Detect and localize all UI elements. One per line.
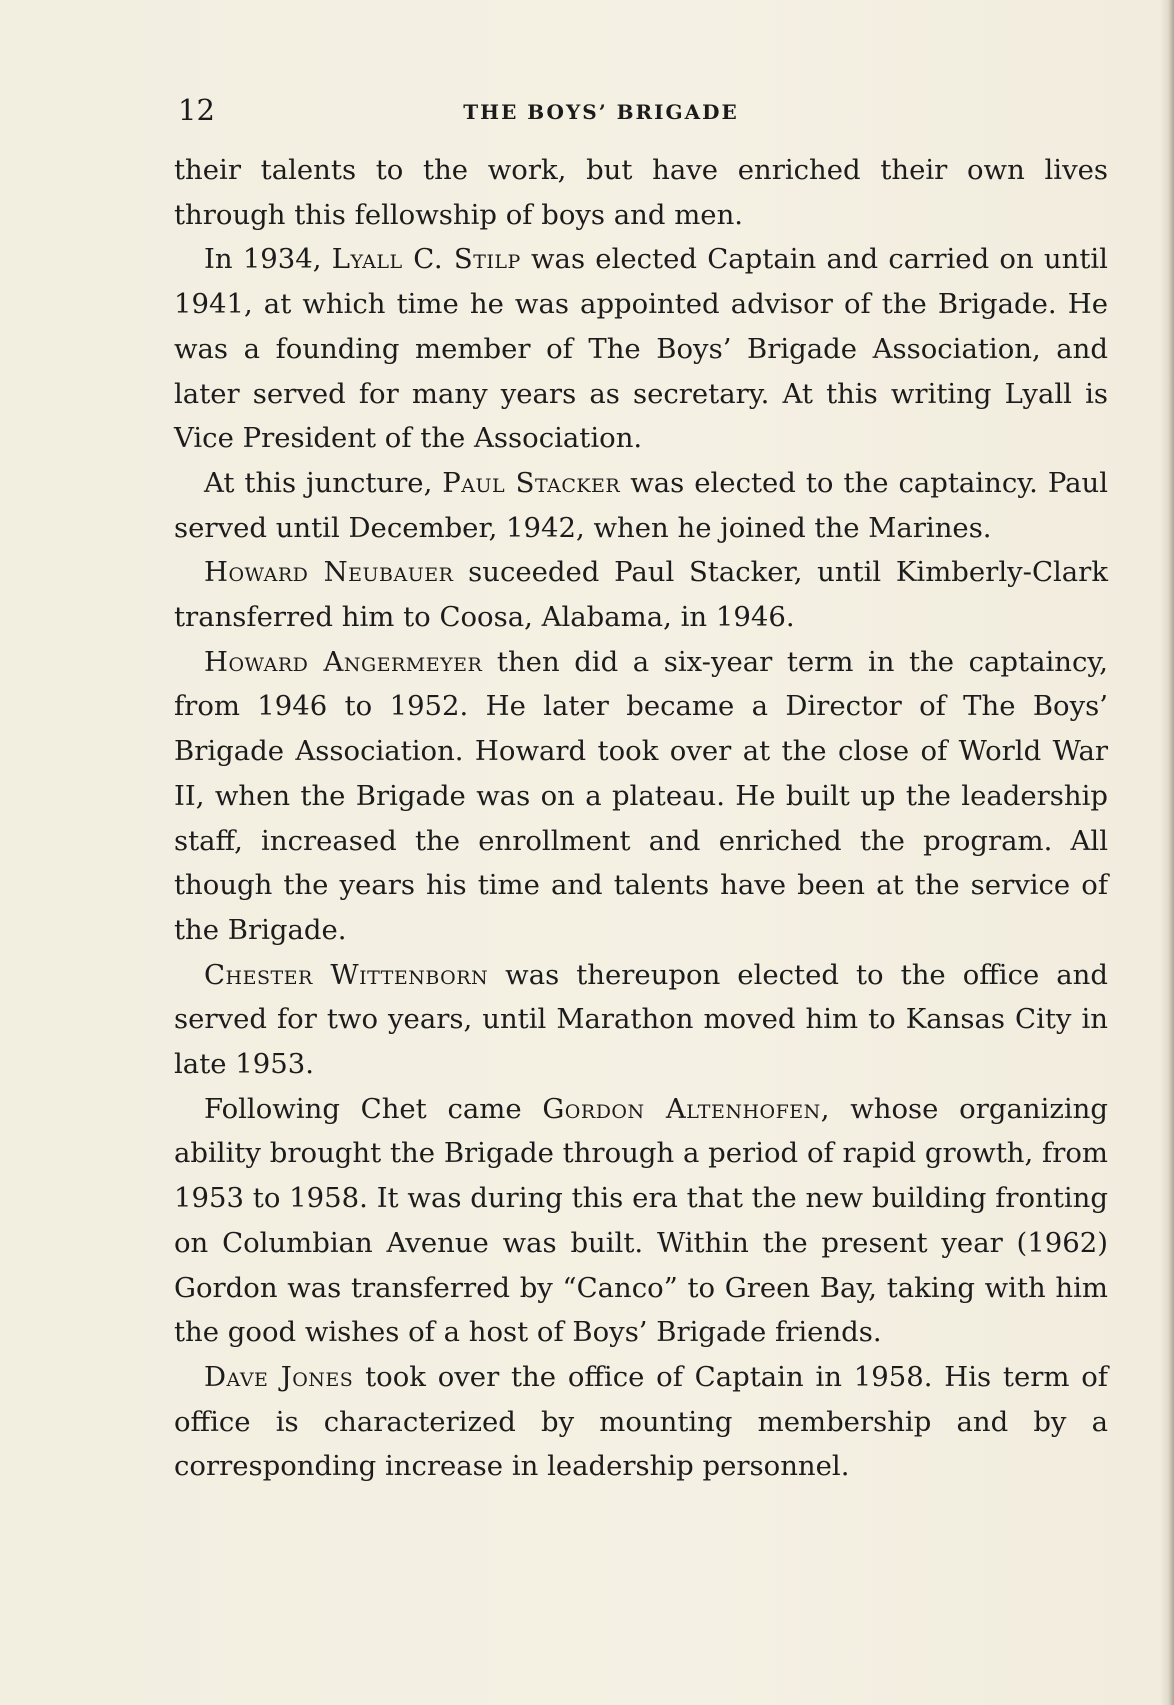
person-name: Howard Angermeyer bbox=[204, 645, 483, 678]
paragraph-text: was thereupon elected to the office and served for two years, until Marathon moved him to Kansas City in late 1953. bbox=[174, 958, 1108, 1081]
paragraph-text: then did a six-year term in the captaincy, from 1946 to 1952. He later became a Director of The Boys’ Brigade Association. Howard took over at the close of World War II, when the Brigade was on a plateau. He built up the leadership staff, increased the enrollment and enriched the program. All though the years his time and talents have been at the service of the Brigade. bbox=[174, 645, 1108, 946]
person-name: Dave Jones bbox=[204, 1360, 354, 1393]
person-name: Paul Stacker bbox=[442, 466, 621, 499]
paragraph bbox=[174, 1355, 1108, 1489]
paragraph-text: , whose organizing ability brought the Brigade through a period of rapid growth, from 1953 to 1958. It was during this era that the new building fronting on Columbian Avenue was built. Within the present year (1962) Gordon was transferred by “Canco” to Green Bay, taking with him the good wishes of a host of Boys’ Brigade friends. bbox=[174, 1092, 1108, 1349]
paragraph bbox=[174, 640, 1108, 953]
paragraph-lead-in: At this juncture, bbox=[204, 466, 443, 499]
page-edge-shadow bbox=[1160, 0, 1174, 1705]
paragraph bbox=[174, 461, 1108, 550]
paragraph-lead-in: In 1934, bbox=[204, 243, 332, 276]
person-name: Howard Neubauer bbox=[204, 556, 454, 589]
body-text bbox=[174, 148, 1108, 1489]
page-number: 12 bbox=[178, 93, 215, 127]
person-name: Gordon Altenhofen bbox=[542, 1092, 821, 1125]
paragraph-text: was elected Captain and carried on until 1941, at which time he was appointed advisor of the Brigade. He was a founding member of The Boys’ Brigade Association, and later served for many years as secretary. At this writing Lyall is Vice President of the Association. bbox=[174, 243, 1108, 455]
paragraph bbox=[174, 1087, 1108, 1355]
paragraph bbox=[174, 148, 1108, 237]
person-name: Chester Wittenborn bbox=[204, 958, 489, 991]
paragraph-lead-in: Following Chet came bbox=[204, 1092, 543, 1125]
paragraph-text: suceeded Paul Stacker, until Kimberly-Clark transferred him to Coosa, Alabama, in 1946. bbox=[174, 556, 1108, 634]
paragraph bbox=[174, 550, 1108, 639]
paragraph-text: was elected to the captaincy. Paul served until December, 1942, when he joined the Marines. bbox=[174, 466, 1108, 544]
paragraph-text: their talents to the work, but have enriched their own lives through this fellowship of boys and men. bbox=[174, 154, 1108, 231]
paragraph bbox=[174, 237, 1108, 461]
person-name: Lyall C. Stilp bbox=[331, 243, 521, 276]
page-header bbox=[174, 90, 1028, 130]
paragraph-text: took over the office of Captain in 1958. His term of office is characterized by mounting membership and by a corresponding increase in leadership personnel. bbox=[174, 1360, 1108, 1483]
paragraph bbox=[174, 953, 1108, 1087]
running-head: THE BOYS’ BRIGADE bbox=[463, 100, 739, 124]
